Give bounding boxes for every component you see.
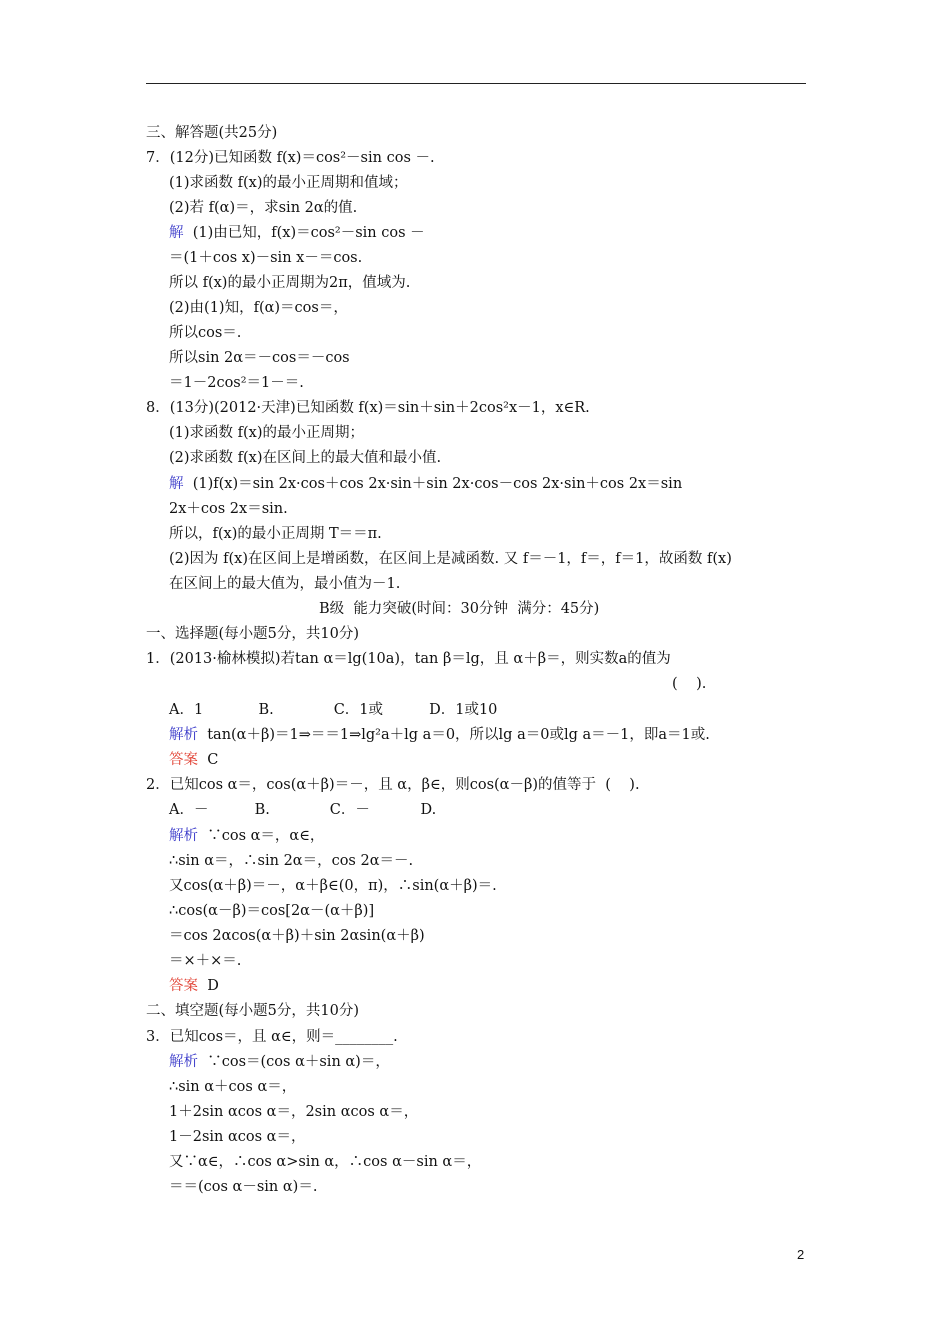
text-line xyxy=(146,1001,359,1021)
answer-label: 答案 xyxy=(169,752,198,768)
text-segment: C xyxy=(198,752,219,768)
text-segment: A．－ B. C．－ D. xyxy=(169,802,437,818)
text-segment: ∴sin α＝，∴sin 2α＝，cos 2α＝－. xyxy=(169,853,414,869)
text-line xyxy=(169,323,241,343)
solution-label: 解 xyxy=(169,225,184,241)
text-line xyxy=(169,725,710,745)
text-segment: ∵cos α＝，α∈， xyxy=(198,828,325,844)
text-segment: 二、填空题(每小题5分，共10分) xyxy=(146,1003,359,1019)
text-line xyxy=(169,926,425,946)
text-line xyxy=(169,1152,481,1172)
text-segment: ∴sin α＋cos α＝， xyxy=(169,1079,297,1095)
solution-label: 解 xyxy=(169,476,184,492)
text-segment: ( ). xyxy=(672,676,707,692)
text-line xyxy=(169,1077,296,1097)
text-line xyxy=(169,248,362,268)
text-segment: 8．(13分)(2012·天津)已知函数 f(x)＝sin＋sin＋2cos²x－1，x∈R. xyxy=(146,400,590,416)
text-line xyxy=(169,474,682,494)
text-line xyxy=(169,423,364,443)
text-line xyxy=(169,951,241,971)
text-line xyxy=(672,674,706,694)
text-line xyxy=(169,1052,390,1072)
page-number: 2 xyxy=(797,1247,805,1262)
text-line xyxy=(169,851,413,871)
text-segment: ＝(1＋cos x)－sin x－＝cos. xyxy=(169,250,363,266)
text-line xyxy=(169,348,350,368)
text-segment: ∵cos＝(cos α＋sin α)＝， xyxy=(198,1054,390,1070)
text-segment: ＝cos 2αcos(α＋β)＋sin 2αsin(α＋β) xyxy=(169,928,425,944)
text-segment: ＝1－2cos²＝1－＝. xyxy=(169,375,304,391)
text-segment: B级 能力突破(时间：30分钟 满分：45分) xyxy=(319,601,600,617)
text-segment: 所以sin 2α＝－cos＝－cos xyxy=(169,350,350,366)
text-segment: 三、解答题(共25分) xyxy=(146,125,278,141)
text-segment: 所以cos＝. xyxy=(169,325,242,341)
text-line xyxy=(169,1177,317,1197)
text-segment: (1)由已知，f(x)＝cos²－sin cos － xyxy=(183,225,425,241)
text-line xyxy=(169,223,425,243)
text-line xyxy=(169,574,400,594)
text-line xyxy=(169,800,436,820)
text-line xyxy=(146,123,277,143)
text-segment: ∴cos(α－β)＝cos[2α－(α＋β)] xyxy=(169,903,375,919)
text-segment: 在区间上的最大值为，最小值为－1. xyxy=(169,576,401,592)
text-segment: 又cos(α＋β)＝－，α＋β∈(0，π)，∴sin(α＋β)＝. xyxy=(169,878,497,894)
text-line xyxy=(169,499,288,519)
text-line xyxy=(146,398,590,418)
text-line xyxy=(146,148,435,168)
text-segment: (2)由(1)知，f(α)＝cos＝， xyxy=(169,300,348,316)
text-line xyxy=(169,750,218,770)
text-line xyxy=(169,173,408,193)
text-segment: (2)求函数 f(x)在区间上的最大值和最小值. xyxy=(169,450,442,466)
text-segment: (2)若 f(α)＝，求sin 2α的值. xyxy=(169,200,358,216)
text-line xyxy=(169,1102,418,1122)
text-segment: 所以 f(x)的最小正周期为2π，值域为. xyxy=(169,275,411,291)
text-segment: 3．已知cos＝，且 α∈，则＝________. xyxy=(146,1029,398,1045)
text-line xyxy=(146,649,671,669)
text-segment: (1)求函数 f(x)的最小正周期和值域； xyxy=(169,175,408,191)
text-segment: (1)f(x)＝sin 2x·cos＋cos 2x·sin＋sin 2x·cos－cos 2x·sin＋cos 2x＝sin xyxy=(183,476,683,492)
text-line xyxy=(169,901,374,921)
text-segment: tan(α＋β)＝1⇒＝＝1⇒lg²a＋lg a＝0，所以lg a＝0或lg a＝－1，即a＝1或. xyxy=(198,727,710,743)
text-line xyxy=(169,524,382,544)
text-segment: 7．(12分)已知函数 f(x)＝cos²－sin cos －. xyxy=(146,150,435,166)
text-segment: (2)因为 f(x)在区间上是增函数，在区间上是减函数. 又 f＝－1，f＝，f＝1，故函数 f(x) xyxy=(169,551,732,567)
text-segment: 又∵α∈，∴cos α>sin α，∴cos α－sin α＝， xyxy=(169,1154,482,1170)
text-line xyxy=(169,549,732,569)
text-line xyxy=(169,198,357,218)
header-rule xyxy=(146,83,806,84)
text-segment: 1．(2013·榆林模拟)若tan α＝lg(10a)，tan β＝lg，且 α＋β＝，则实数a的值为 xyxy=(146,651,671,667)
text-line xyxy=(169,976,219,996)
text-segment: ＝×＋×＝. xyxy=(169,953,242,969)
text-line xyxy=(169,273,410,293)
text-line xyxy=(146,1027,398,1047)
text-line xyxy=(169,298,348,318)
text-line xyxy=(146,775,640,795)
text-line xyxy=(169,876,497,896)
text-line xyxy=(169,700,497,720)
text-line xyxy=(169,373,304,393)
text-line xyxy=(169,448,441,468)
text-line xyxy=(169,1127,305,1147)
text-segment: 2x＋cos 2x＝sin. xyxy=(169,501,288,517)
text-segment: 1＋2sin αcos α＝，2sin αcos α＝， xyxy=(169,1104,419,1120)
solution-label: 解析 xyxy=(169,828,198,844)
solution-label: 解析 xyxy=(169,727,198,743)
answer-label: 答案 xyxy=(169,978,198,994)
text-segment: 1－2sin αcos α＝， xyxy=(169,1129,306,1145)
text-segment: D xyxy=(198,978,219,994)
text-line xyxy=(169,826,324,846)
solution-label: 解析 xyxy=(169,1054,198,1070)
text-segment: (1)求函数 f(x)的最小正周期； xyxy=(169,425,365,441)
text-segment: 2．已知cos α＝，cos(α＋β)＝－，且 α，β∈，则cos(α－β)的值等于 ( ). xyxy=(146,777,640,793)
text-line xyxy=(319,599,599,619)
text-segment: 一、选择题(每小题5分，共10分) xyxy=(146,626,359,642)
text-segment: ＝＝(cos α－sin α)＝. xyxy=(169,1179,318,1195)
text-line xyxy=(146,624,359,644)
text-segment: 所以，f(x)的最小正周期 T＝＝π. xyxy=(169,526,382,542)
text-segment: A．1 B. C．1或 D．1或10 xyxy=(169,702,498,718)
